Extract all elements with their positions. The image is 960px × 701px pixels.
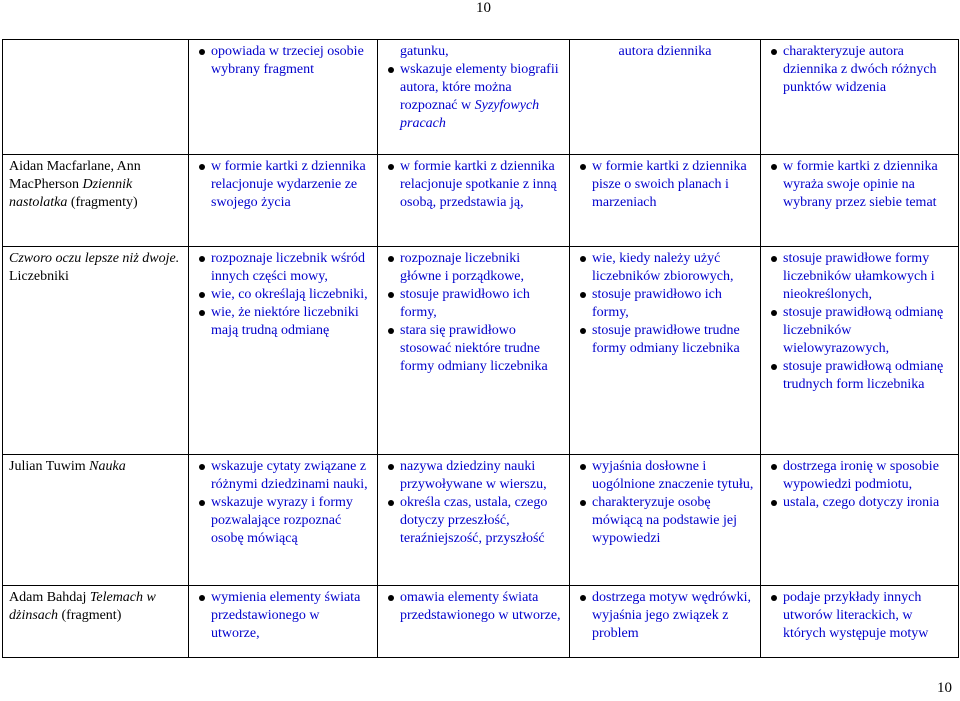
requirement-cell — [570, 455, 761, 586]
requirement-item — [592, 158, 754, 212]
requirement-list — [767, 458, 952, 512]
requirement-item — [400, 589, 563, 625]
requirement-cell — [378, 155, 570, 247]
requirement-cell — [378, 247, 570, 455]
requirement-item — [400, 458, 563, 494]
requirement-text: wymienia elementy świata przedstawionego w utworze, — [211, 590, 361, 641]
requirement-item — [211, 250, 371, 286]
requirement-cell — [189, 586, 378, 658]
requirement-item — [592, 250, 754, 286]
requirement-cell — [570, 40, 761, 155]
requirement-cell — [570, 586, 761, 658]
text-title-cell — [3, 40, 189, 155]
requirement-item — [211, 458, 371, 494]
title-part: Adam Bahdaj — [9, 590, 90, 605]
requirement-text: dostrzega motyw wędrówki, wyjaśnia jego związek z problem — [592, 590, 752, 641]
requirement-text: rozpoznaje liczebnik wśród innych części mowy, — [211, 251, 365, 284]
requirement-text: charakteryzuje osobę mówiącą na podstawie jej wypowiedzi — [592, 495, 738, 546]
page-number-bottom: 10 — [937, 680, 952, 696]
requirement-text: podaje przykłady innych utworów literackich, w których występuje motyw — [783, 590, 929, 641]
requirement-item — [400, 250, 563, 286]
requirement-text: rozpoznaje liczebniki główne i porządkowe, — [400, 251, 525, 284]
requirement-text: w formie kartki z dziennika relacjonuje spotkanie z inną osobą, przedstawia ją, — [400, 159, 557, 210]
requirement-cell — [761, 155, 959, 247]
requirement-cell — [189, 247, 378, 455]
text-title-cell — [3, 155, 189, 247]
requirement-item — [211, 494, 371, 548]
requirement-text: w formie kartki z dziennika relacjonuje wydarzenie ze swojego życia — [211, 159, 366, 210]
requirement-text: stosuje prawidłowe trudne formy odmiany liczebnika — [592, 323, 740, 356]
requirement-item — [592, 322, 754, 358]
requirement-item — [783, 494, 952, 512]
title-part: Liczebniki — [9, 269, 69, 284]
requirement-item — [592, 494, 754, 548]
requirement-list — [576, 589, 754, 643]
requirement-cell — [378, 40, 570, 155]
requirement-text: wyjaśnia dosłowne i uogólnione znaczenie tytułu, — [592, 459, 754, 492]
requirement-list — [576, 458, 754, 548]
requirement-item — [783, 158, 952, 212]
requirement-text: charakteryzuje autora dziennika z dwóch różnych punktów widzenia — [783, 44, 937, 95]
requirement-cell — [761, 455, 959, 586]
table-row — [3, 247, 959, 455]
requirement-item — [400, 494, 563, 548]
requirement-item — [576, 43, 754, 61]
requirement-text: w formie kartki z dziennika wyraża swoje opinie na wybrany przez siebie temat — [783, 159, 938, 210]
requirement-list — [384, 250, 563, 376]
requirement-text: stosuje prawidłowo ich formy, — [400, 287, 530, 320]
table-row — [3, 586, 959, 658]
requirement-item — [211, 304, 371, 340]
title-part: (fragment) — [58, 608, 122, 623]
requirement-item — [783, 250, 952, 304]
requirement-text: opowiada w trzeciej osobie wybrany fragment — [211, 44, 364, 77]
requirement-cell — [761, 247, 959, 455]
requirement-item — [211, 589, 371, 643]
requirement-item — [400, 61, 563, 133]
requirement-list — [767, 250, 952, 394]
requirement-item — [400, 286, 563, 322]
requirement-text: stosuje prawidłowo ich formy, — [592, 287, 722, 320]
requirement-item — [592, 589, 754, 643]
title-part: Telemach w dżinsach — [9, 590, 156, 623]
title-part: Aidan Macfarlane, Ann MacPherson — [9, 159, 141, 192]
requirement-text: wie, co określają liczebniki, — [211, 287, 368, 302]
title-part: (fragmenty) — [67, 195, 138, 210]
requirement-list — [195, 589, 371, 643]
requirement-text: stosuje prawidłową odmianę liczebników wielowyrazowych, — [783, 305, 944, 356]
requirement-text: wskazuje elementy biografii autora, które można rozpoznać w — [400, 62, 559, 113]
requirement-text: w formie kartki z dziennika pisze o swoich planach i marzeniach — [592, 159, 747, 210]
requirement-item — [400, 43, 563, 61]
title-part: Czworo oczu lepsze niż dwoje. — [9, 251, 180, 266]
table-row — [3, 155, 959, 247]
requirement-list — [195, 158, 371, 212]
table-row — [3, 455, 959, 586]
requirement-list — [384, 589, 563, 625]
requirement-item — [592, 458, 754, 494]
requirement-text: wskazuje wyrazy i formy pozwalające rozpoznać osobę mówiącą — [211, 495, 353, 546]
requirement-text: wie, kiedy należy użyć liczebników zbiorowych, — [592, 251, 734, 284]
requirement-text: stosuje prawidłowe formy liczebników ułamkowych i nieokreślonych, — [783, 251, 935, 302]
requirement-italic-text: Syzyfowych pracach — [400, 98, 540, 131]
requirement-item — [783, 304, 952, 358]
title-part: Dziennik nastolatka — [9, 177, 133, 210]
requirement-list — [384, 458, 563, 548]
requirement-text: stara się prawidłowo stosować niektóre trudne formy odmiany liczebnika — [400, 323, 548, 374]
requirement-text: wie, że niektóre liczebniki mają trudną odmianę — [211, 305, 359, 338]
requirement-cell — [570, 247, 761, 455]
requirement-cell — [761, 40, 959, 155]
requirement-text: nazywa dziedziny nauki przywoływane w wierszu, — [400, 459, 547, 492]
text-title-cell — [3, 586, 189, 658]
requirement-cell — [570, 155, 761, 247]
requirement-list — [767, 589, 952, 643]
requirements-table — [2, 39, 959, 658]
requirement-item — [592, 286, 754, 322]
title-part: Julian Tuwim — [9, 459, 90, 474]
requirement-cell — [189, 40, 378, 155]
requirement-list — [576, 158, 754, 212]
requirement-list — [195, 250, 371, 340]
requirement-text: stosuje prawidłową odmianę trudnych form liczebnika — [783, 359, 944, 392]
requirement-list — [384, 43, 563, 133]
requirement-text: wskazuje cytaty związane z różnymi dziedzinami nauki, — [211, 459, 368, 492]
requirement-item — [211, 286, 371, 304]
requirement-item — [783, 589, 952, 643]
requirement-item — [783, 458, 952, 494]
requirement-text: określa czas, ustala, czego dotyczy przeszłość, teraźniejszość, przyszłość — [400, 495, 548, 546]
table-row — [3, 40, 959, 155]
requirement-cell — [378, 455, 570, 586]
requirement-item — [400, 158, 563, 212]
requirement-item — [211, 158, 371, 212]
requirement-cell — [378, 586, 570, 658]
requirement-cell — [189, 455, 378, 586]
requirement-text: dostrzega ironię w sposobie wypowiedzi podmiotu, — [783, 459, 939, 492]
text-title-cell — [3, 455, 189, 586]
requirement-text: omawia elementy świata przedstawionego w utworze, — [400, 590, 561, 623]
requirement-item — [783, 43, 952, 97]
text-title-cell — [3, 247, 189, 455]
requirement-text: ustala, czego dotyczy ironia — [783, 495, 940, 510]
requirement-list — [767, 43, 952, 97]
requirement-text: gatunku, — [400, 44, 449, 59]
requirement-item — [211, 43, 371, 79]
requirement-list — [576, 43, 754, 61]
requirement-list — [195, 458, 371, 548]
requirement-text: autora dziennika — [618, 44, 712, 59]
requirement-list — [195, 43, 371, 79]
requirement-cell — [761, 586, 959, 658]
requirement-item — [400, 322, 563, 376]
requirement-cell — [189, 155, 378, 247]
page-number-top: 10 — [476, 0, 491, 16]
requirement-item — [783, 358, 952, 394]
title-part: Nauka — [89, 459, 126, 474]
requirement-list — [384, 158, 563, 212]
requirement-list — [576, 250, 754, 358]
requirement-list — [767, 158, 952, 212]
